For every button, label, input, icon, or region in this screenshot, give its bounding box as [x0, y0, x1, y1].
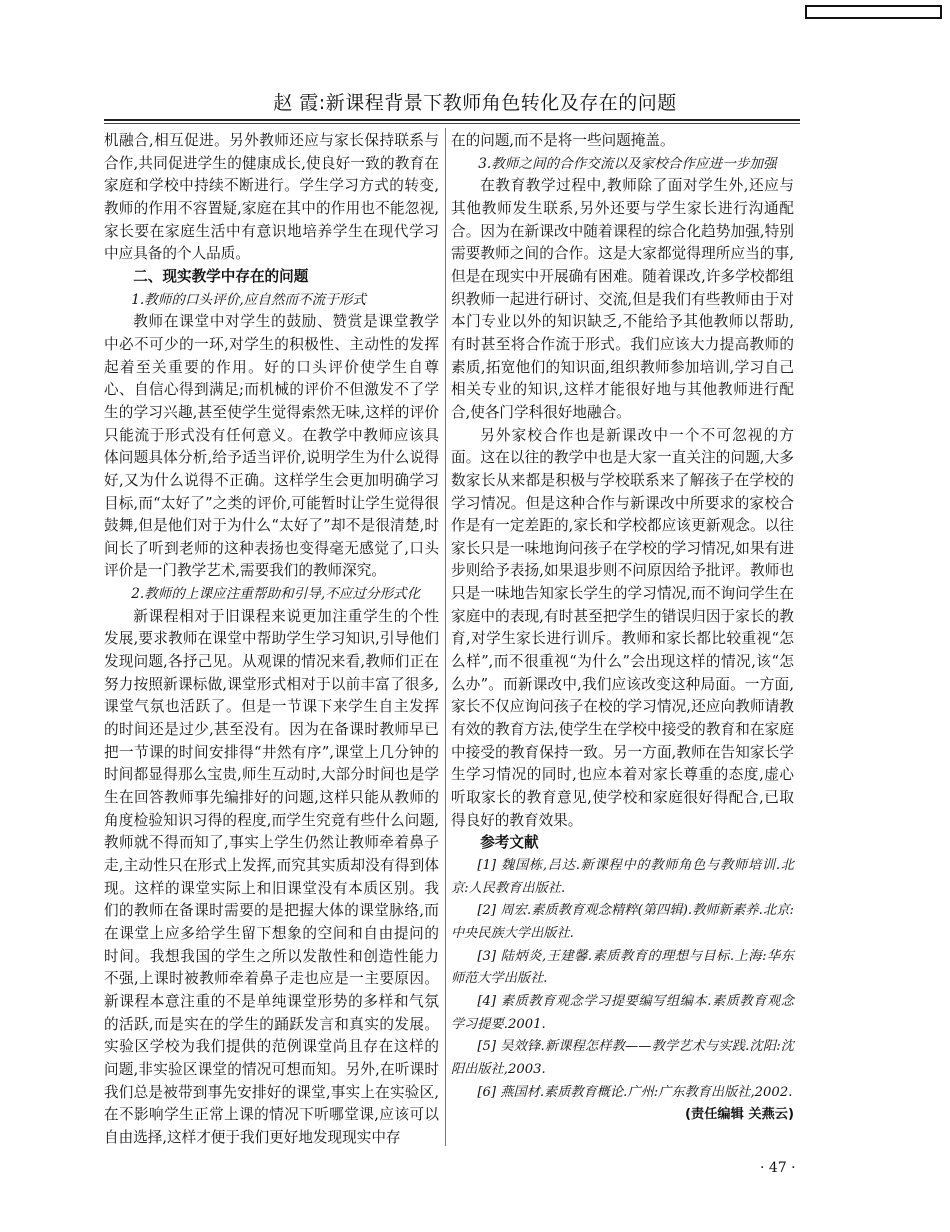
- editor-credit: (责任编辑 关燕云): [685, 1107, 794, 1123]
- paragraph: 新课程相对于旧课程来说更加注重学生的个性发展,要求教师在课堂中帮助学生学习知识,引导他们发现问题,各抒己见。从观课的情况来看,教师们正在努力按照新课标做,课堂形式相对于以前丰富了很多,课堂气氛也活跃了。但是一节课下来学生自主发挥的时间还是过少,甚至没有。因为在备课时教师早已把一节课的时间安排得“井然有序”,课堂上几分钟的时间都显得那么宝贵,师生互动时,大部分时间也是学生在回答教师事先编排好的问题,这样只能从教师的角度检验知识习得的程度,而学生究竟有些什么问题,教师就不得而知了,事实上学生仍然让教师牵着鼻子走,主动性只在形式上发挥,而究其实质却没有得到体现。这样的课堂实际上和旧课堂没有本质区别。我们的教师在备课时需要的是把握大体的课堂脉络,而在课堂上应多给学生留下想象的空间和自由提问的时间。我想我国的学生之所以发散性和创造性能力不强,上课时被教师牵着鼻子走也应是一主要原因。新课程本意注重的不是单纯课堂形势的多样和气氛的活跃,而是实在的学生的踊跃发言和真实的发展。实验区学校为我们提供的范例课堂尚且存在这样的问题,非实验区课堂的情况可想而知。另外,在听课时我们总是被带到事先安排好的课堂,事实上在实验区,在不影响学生正常上课的情况下听哪堂课,应该可以自由选择,这样才便于我们更好地发现现实中存: [104, 607, 439, 1146]
- reference-item: [1] 魏国栋,吕达.新课程中的教师角色与教师培训.北京:人民教育出版社.: [451, 858, 794, 896]
- subsection-heading: 1.教师的口头评价,应自然而不流于形式: [131, 291, 366, 308]
- reference-item: [5] 吴效锋.新课程怎样教——教学艺术与实践.沈阳:沈阳出版社,2003.: [451, 1039, 794, 1077]
- reference-text: [6] 燕国材.素质教育概论.广州:广东教育出版社,2002.: [477, 1084, 793, 1100]
- paragraph: 教师在课堂中对学生的鼓励、赞赏是课堂教学中必不可少的一环,对学生的积极性、主动性的发挥起着至关重要的作用。好的口头评价使学生自尊心、自信心得到满足;而机械的评价不但激发不了学生的学习兴趣,甚至使学生觉得索然无味,这样的评价只能流于形式没有任何意义。在教学中教师应该具体问题具体分析,给予适当评价,说明学生为什么说得好,又为什么说得不正确。这样学生会更加明确学习目标,而“太好了”之类的评价,可能暂时让学生觉得很鼓舞,但是他们对于为什么“太好了”却不是很清楚,时间长了听到老师的这种表扬也变得毫无感觉了,口头评价是一门教学艺术,需要我们的教师深究。: [104, 313, 439, 580]
- paragraph: 在教育教学过程中,教师除了面对学生外,还应与其他教师发生联系,另外还要与学生家长进行沟通配合。因为在新课改中随着课程的综合化趋势加强,特别需要教师之间的合作。这是大家都觉得理所应当的事,但是在现实中开展确有困难。随着课改,许多学校都组织教师一起进行研讨、交流,但是我们有些教师由于对本门专业以外的知识缺乏,不能给予其他教师以帮助,有时甚至将合作流于形式。我们应该大力提高教师的素质,拓宽他们的知识面,组织教师参加培训,学习自己相关专业的知识,这样才能很好地与其他教师进行配合,使各门学科很好地融合。: [451, 177, 794, 421]
- header-rule: [104, 119, 800, 121]
- reference-item: [4] 素质教育观念学习提要编写组编本.素质教育观念学习提要.2001.: [451, 993, 794, 1032]
- paragraph: 另外家校合作也是新课改中一个不可忽视的方面。这在以往的教学中也是大家一直关注的问题,大多数家长从来都是积极与学校联系来了解孩子在学校的学习情况。但是这种合作与新课改中所要求的家校合作是有一定差距的,家长和学校都应该更新观念。以往家长只是一味地询问孩子在学校的学习情况,如果有进步则给予表扬,如果退步则不问原因给予批评。教师也只是一味地告知家长学生的学习情况,而不询问学生在家庭中的表现,有时甚至把学生的错误归因于家长的教育,对学生家长进行训斥。教师和家长都比较重视“怎么样”,而不很重视“为什么”会出现这样的情况,该“怎么办”。而新课改中,我们应该改变这种局面。一方面,家长不仅应询问孩子在校的学习情况,还应向教师请教有效的教育方法,使学生在学校中接受的教育和在家庭中接受的教育保持一致。另一方面,教师在告知家长学生学习情况的同时,也应本着对家长尊重的态度,虚心听取家长的教育意见,使学校和家庭很好得配合,已取得良好的教育效果。: [451, 426, 794, 829]
- corner-frame: [805, 5, 942, 19]
- reference-item: [2] 周宏.素质教育观念精粹(第四辑).教师新素养.北京:中央民族大学出版社.: [451, 903, 794, 941]
- header-rule-thin: [104, 123, 800, 124]
- references-heading: 参考文献: [480, 834, 539, 852]
- subsection-heading: 3.教师之间的合作交流以及家校合作应进一步加强: [478, 155, 777, 172]
- column-divider: [445, 128, 446, 1146]
- left-column: [104, 130, 439, 1150]
- right-column: [451, 130, 794, 1127]
- reference-item: [451, 1082, 794, 1123]
- page-number: · 47 ·: [760, 1160, 796, 1176]
- paragraph: 机融合,相互促进。另外教师还应与家长保持联系与合作,共同促进学生的健康成长,使良好一致的教育在家庭和学校中持续不断进行。学生学习方式的转变,教师的作用不容置疑,家庭在其中的作用也不能忽视,家长要在家庭生活中有意识地培养学生在现代学习中应具备的个人品质。: [104, 132, 439, 263]
- paragraph: 在的问题,而不是将一些问题掩盖。: [451, 132, 675, 149]
- running-head: 赵 霞:新课程背景下教师角色转化及存在的问题: [273, 92, 677, 114]
- subsection-heading: 2.教师的上课应注重帮助和引导,不应过分形式化: [131, 586, 421, 603]
- reference-item: [3] 陆炳炎,王建馨.素质教育的理想与目标.上海:华东师范大学出版社.: [451, 948, 794, 987]
- section-heading: 二、现实教学中存在的问题: [133, 267, 309, 285]
